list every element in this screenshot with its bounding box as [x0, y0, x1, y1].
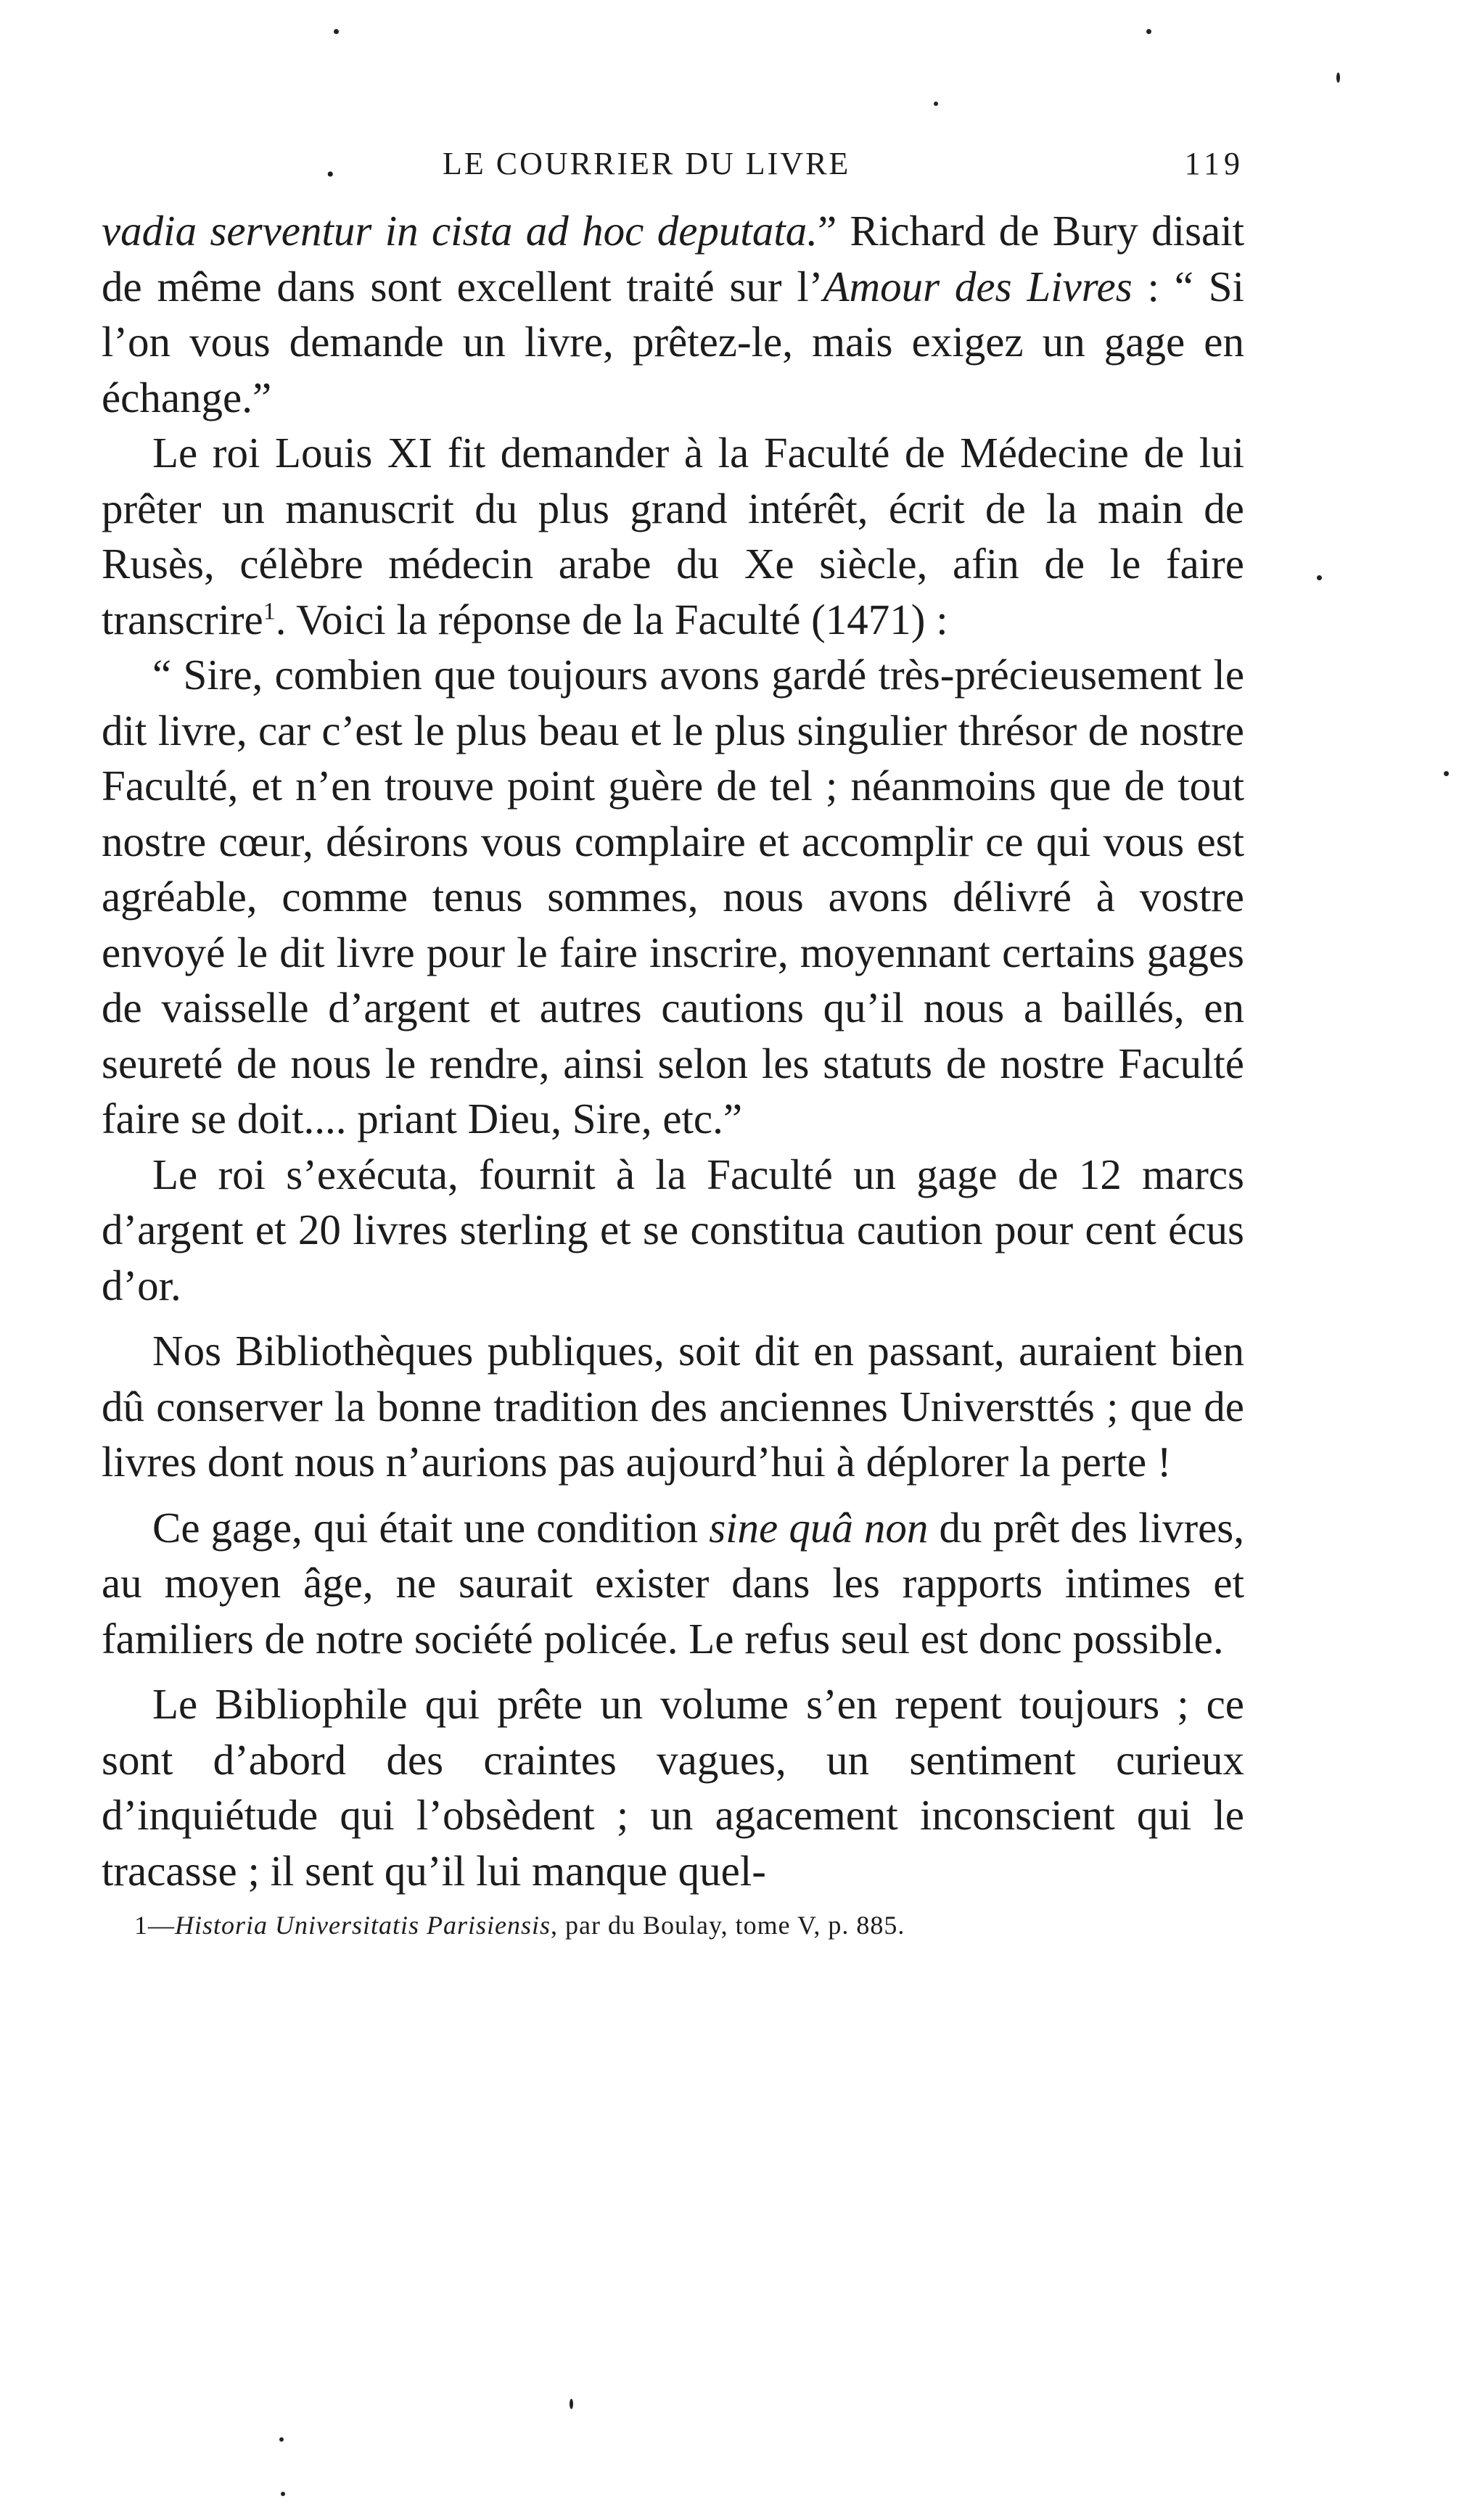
- paragraph-2: [102, 425, 1244, 647]
- page-number: 119: [1184, 146, 1244, 181]
- footnote: [102, 1910, 1244, 1940]
- running-head: [102, 138, 1244, 203]
- latin-quotation: vadia serventur in cista ad hoc deputata.: [102, 207, 818, 255]
- print-speck: [934, 102, 938, 106]
- print-speck: [1146, 29, 1151, 34]
- body-text: [102, 203, 1244, 1898]
- paragraph-4: Le roi s’exécuta, fournit à la Faculté un gage de 12 marcs d’argent et 20 livres sterling et se constitua caution pour cent écus d’or.: [102, 1150, 1244, 1309]
- footnote-text: , par du Boulay, tome V, p. 885.: [551, 1911, 905, 1940]
- paragraph-6-text: Ce gage, qui était une condition: [152, 1503, 710, 1552]
- running-head-dot: •: [326, 162, 337, 186]
- paragraph-2-text: Le roi Louis XI fit demander à la Faculté de Médecine de lui prêter un manuscrit du plus grand intérêt, écrit de la main de Rusès, célèbre médecin arabe du Xe siècle, afin de le faire transcrire: [102, 429, 1244, 643]
- paragraph-1-text: ” Richard de Bury disait de même dans sont excellent traité sur l’: [102, 207, 1244, 310]
- print-speck: [281, 2492, 285, 2496]
- paragraph-1: [102, 203, 1244, 425]
- paragraph-3-quotation: “ Sire, combien que toujours avons gardé très-précieusement le dit livre, car c’est le plus beau et le plus singulier thrésor de nostre Faculté, et n’en trouve point guère de tel ; néanmoins que de tout nostre cœur, désirons vous complaire et accomplir ce qui vous est agréable, comme tenus sommes, nous avons délivré à vostre envoyé le dit livre pour le faire inscrire, moyennant certains gages de vaisselle d’argent et autres cautions qu’il nous a baillés, en seureté de nous le rendre, ainsi selon les statuts de nostre Faculté faire se doit.... priant Dieu, Sire, etc.”: [102, 651, 1244, 1142]
- paragraph-5: Nos Bibliothèques publiques, soit dit en passant, auraient bien dû conserver la bonne tradition des anciennes Universttés ; que de livres dont nous n’aurions pas aujourd’hui à déplorer la perte !: [102, 1327, 1244, 1486]
- print-speck: [279, 2437, 284, 2442]
- footnote-reference: 1: [263, 597, 276, 625]
- paragraph-6-end: du prêt des livres, au moyen âge, ne saurait exister dans les rapports intimes et familiers de notre société policée. Le refus seul est donc possible.: [102, 1503, 1245, 1663]
- running-title: LE COURRIER DU LIVRE: [443, 146, 851, 181]
- paragraph-6: [102, 1500, 1244, 1667]
- book-title: Amour des Livres: [823, 262, 1133, 310]
- footnote-marker: 1—: [134, 1911, 175, 1940]
- paragraph-7: Le Bibliophile qui prête un volume s’en repent toujours ; ce sont d’abord des craintes vagues, un sentiment curieux d’inquiétude qui l’obsèdent ; un agacement inconscient qui le tracasse ; il sent qu’il lui manque quel-: [102, 1680, 1244, 1895]
- print-speck: [334, 29, 339, 34]
- latin-phrase: sine quâ non: [709, 1503, 929, 1552]
- book-page: [102, 138, 1244, 1940]
- print-speck: [1317, 575, 1322, 580]
- print-speck: [1336, 73, 1340, 83]
- paragraph-1-end: : “ Si l’on vous demande un livre, prêtez-le, mais exigez un gage en échange.”: [102, 262, 1244, 421]
- footnote-title: Historia Universitatis Parisiensis: [175, 1911, 551, 1940]
- paragraph-2-end: . Voici la réponse de la Faculté (1471) :: [275, 595, 948, 643]
- print-speck: [1444, 771, 1449, 776]
- print-speck: [570, 2399, 573, 2409]
